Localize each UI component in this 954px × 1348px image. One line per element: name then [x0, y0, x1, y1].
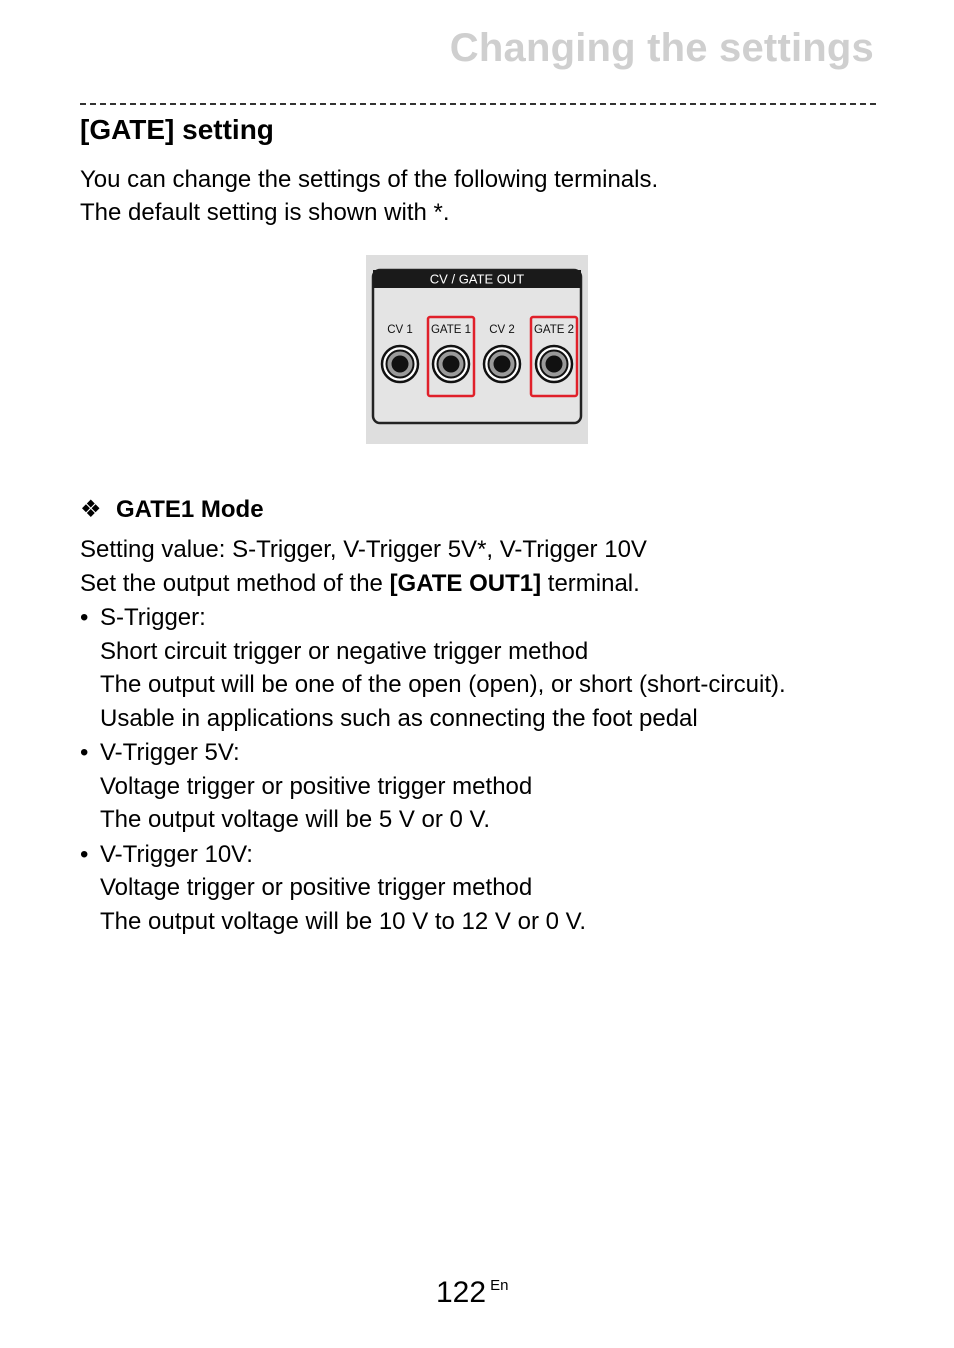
- option-name: S-Trigger:: [100, 604, 206, 631]
- bullet-dot: •: [80, 604, 89, 631]
- jack-label: GATE 1: [430, 324, 472, 336]
- terminal-name: [GATE OUT1]: [389, 569, 542, 597]
- jack-label: GATE 2: [533, 324, 575, 336]
- page-footer: [436, 1276, 508, 1310]
- method-sentence: [80, 567, 786, 601]
- intro-text: [80, 163, 658, 229]
- jack-label: CV 2: [489, 324, 515, 336]
- gate1-mode-title: GATE1 Mode: [116, 496, 264, 523]
- option-line: The output will be one of the open (open), or short (short-circuit).: [100, 671, 786, 698]
- jack-socket: [494, 356, 511, 373]
- intro-line: The default setting is shown with *.: [80, 199, 450, 226]
- header-divider: [80, 103, 876, 105]
- method-prefix: Set the output method of the: [80, 569, 390, 597]
- language-code: En: [490, 1277, 509, 1294]
- setting-value: Setting value: S-Trigger, V-Trigger 5V*, V-Trigger 10V: [80, 536, 647, 563]
- option-item: [80, 838, 786, 939]
- option-list: [80, 601, 786, 938]
- bullet-dot: •: [80, 840, 89, 868]
- option-item: [80, 601, 786, 735]
- panel-label: CV / GATE OUT: [429, 271, 525, 287]
- section-heading: [GATE] setting: [80, 114, 274, 145]
- intro-line: You can change the settings of the following terminals.: [80, 166, 659, 193]
- option-line: Voltage trigger or positive trigger method: [100, 772, 533, 800]
- option-line: Voltage trigger or positive trigger method: [100, 874, 533, 901]
- jack-label: CV 1: [387, 324, 413, 336]
- jack-socket: [546, 356, 563, 373]
- gate1-mode-heading: [80, 495, 264, 524]
- diamond-icon: ❖: [80, 496, 102, 523]
- gate1-mode-body: [80, 533, 786, 939]
- bullet-dot: •: [80, 739, 89, 766]
- option-line: Short circuit trigger or negative trigger method: [100, 637, 589, 665]
- jack-socket: [392, 356, 409, 373]
- page-number: 122: [436, 1276, 487, 1309]
- page-title: Changing the settings: [449, 26, 874, 70]
- method-suffix: terminal.: [541, 569, 640, 597]
- jack-socket: [443, 356, 460, 373]
- option-name: V-Trigger 10V:: [100, 840, 253, 868]
- option-line: The output voltage will be 10 V to 12 V or 0 V.: [100, 907, 587, 935]
- cv-gate-out-panel-figure: [366, 255, 588, 444]
- option-item: [80, 736, 786, 837]
- option-name: V-Trigger 5V:: [100, 739, 240, 766]
- option-line: The output voltage will be 5 V or 0 V.: [100, 806, 491, 833]
- option-line: Usable in applications such as connecting the foot pedal: [100, 704, 698, 732]
- panel-diagram: [366, 255, 588, 444]
